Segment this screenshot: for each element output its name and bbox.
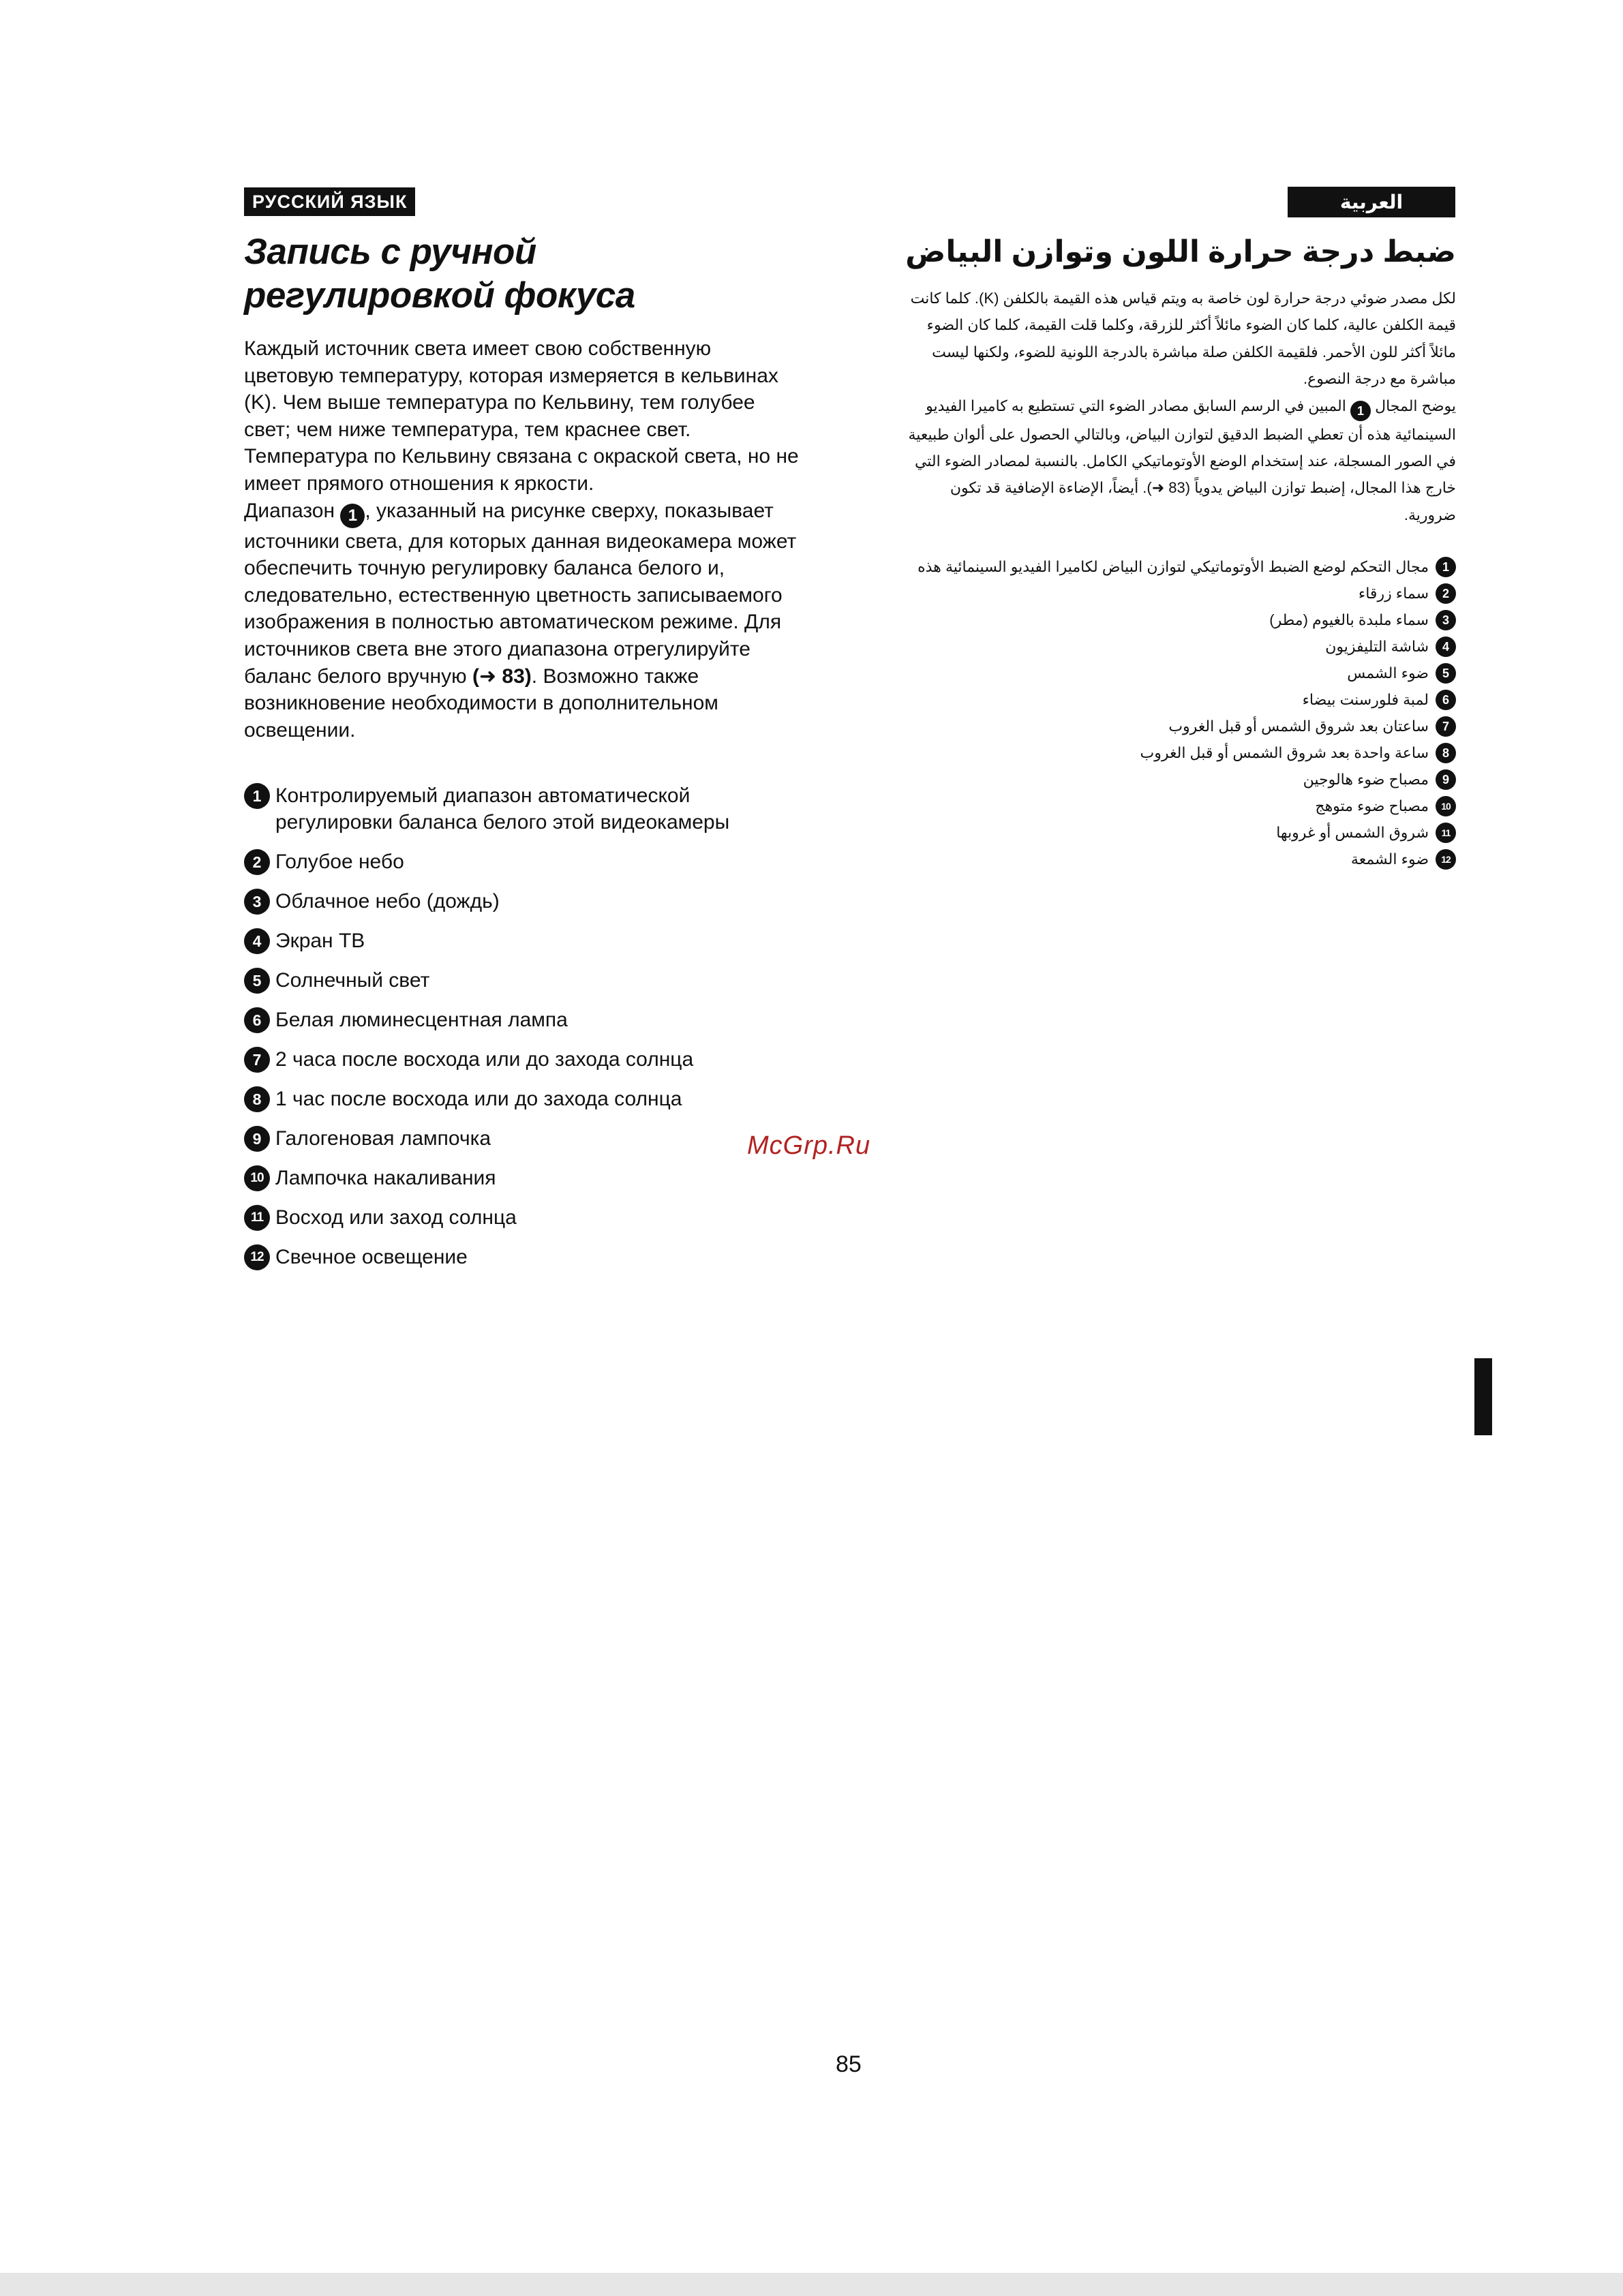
- bottom-scan-edge: [0, 2273, 1623, 2296]
- arabic-body-text: [897, 285, 1456, 528]
- list-item: [897, 580, 1456, 607]
- arabic-para2-mid: المبين في الرسم السابق مصادر الضوء التي تستطيع به كاميرا الفيديو السينمائية هذه أن تعطي الضبط الدقيق لتوازن البياض، وبالتالي الحصول على ألوان طبيعية في الصور المسجلة، عند إستخدام الوضع الأوتوماتيكي الكامل. بالنسبة لمصادر الضوء التي خارج هذا المجال، إضبط توازن البياض يدوياً: [908, 397, 1456, 497]
- list-item: [897, 739, 1456, 766]
- list-item-text: ساعتان بعد شروق الشمس أو قبل الغروب: [1168, 718, 1429, 735]
- russian-paragraph-1: Каждый источник света имеет свою собственную цветовую температуру, которая измеряется в кельвинах (K). Чем выше температура по Кельвину, тем голубее свет; чем ниже температура, тем краснее свет. Температура по Кельвину связана с окраской света, но не имеет прямого отношения к яркости.: [244, 337, 799, 495]
- arabic-language-tag: العربية: [1288, 187, 1455, 217]
- list-item-text: Свечное освещение: [275, 1246, 468, 1268]
- list-item-text: Солнечный свет: [275, 969, 430, 992]
- circled-number-5-icon: 5: [244, 968, 270, 994]
- list-item-text: ساعة واحدة بعد شروق الشمس أو قبل الغروب: [1140, 744, 1429, 761]
- list-item-text: ضوء الشمعة: [1350, 851, 1429, 868]
- arabic-paragraph-1: لكل مصدر ضوئي درجة حرارة لون خاصة به ويتم قياس هذه القيمة بالكلفن (K). كلما كانت قيمة الكلفن عالية، كلما كان الضوء مائلاً أكثر للزرقة، وكلما قلت القيمة، كلما كان الضوء مائلاً أكثر للون الأحمر. فلقيمة الكلفن صلة مباشرة بالدرجة اللونية للضوء، ولكنها ليست مباشرة مع درجة النصوع.: [910, 290, 1456, 388]
- arabic-para2-end: . أيضاً، الإضاءة الإضافية قد تكون ضرورية.: [950, 479, 1456, 523]
- list-item: [897, 766, 1456, 793]
- watermark: McGrp.Ru: [747, 1131, 871, 1160]
- list-item: [244, 1244, 803, 1270]
- list-item-text: Лампочка накаливания: [275, 1167, 496, 1189]
- list-item-text: Экран ТВ: [275, 930, 365, 952]
- russian-para2-mid: , указанный на рисунке сверху, показывает источники света, для которых данная видеокамера может обеспечить точную регулировку баланса белого и, следовательно, естественную цветность записываемого изображения в полностью автоматическом режиме. Для источников света вне этого диапазона отрегулируйте баланс белого вручную: [244, 499, 797, 688]
- list-item: [244, 1165, 803, 1191]
- circled-number-11-icon: 11: [1436, 823, 1456, 843]
- list-item-text: سماء زرقاء: [1358, 585, 1429, 602]
- list-item: [897, 846, 1456, 872]
- arabic-para2-start: يوضح المجال: [1375, 397, 1456, 414]
- russian-title-line-1: Запись с ручной: [244, 232, 536, 272]
- circled-number-1-icon: 1: [1350, 401, 1371, 421]
- list-item: [244, 1125, 803, 1152]
- list-item-text: مجال التحكم لوضع الضبط الأوتوماتيكي لتوازن البياض لكاميرا الفيديو السينمائية هذه: [917, 558, 1429, 575]
- list-item-text: سماء ملبدة بالغيوم (مطر): [1269, 611, 1429, 628]
- circled-number-1-icon: 1: [1436, 557, 1456, 577]
- page-number: 85: [836, 2051, 862, 2077]
- list-item: [897, 819, 1456, 846]
- russian-body-text: [244, 335, 803, 744]
- list-item-text: لمبة فلورسنت بيضاء: [1302, 691, 1429, 708]
- russian-page-title: [244, 230, 803, 318]
- russian-para2-end: . Возможно также возникновение необходимости в дополнительном освещении.: [244, 664, 718, 741]
- circled-number-12-icon: 12: [244, 1244, 270, 1270]
- list-item-text: Восход или заход солнца: [275, 1206, 517, 1229]
- list-item: [244, 1046, 803, 1073]
- circled-number-7-icon: 7: [1436, 716, 1456, 737]
- list-item-text: Облачное небо (дождь): [275, 890, 500, 913]
- circled-number-6-icon: 6: [1436, 690, 1456, 710]
- list-item-text: Белая люминесцентная лампа: [275, 1009, 568, 1031]
- russian-paragraph-2: [244, 498, 803, 744]
- arabic-page-reference-link[interactable]: (➜ 83): [1147, 479, 1191, 497]
- circled-number-8-icon: 8: [244, 1086, 270, 1112]
- circled-number-5-icon: 5: [1436, 663, 1456, 684]
- list-item-text: مصباح ضوء هالوجين: [1303, 771, 1429, 788]
- circled-number-10-icon: 10: [1436, 796, 1456, 816]
- page-reference-link[interactable]: (➜ 83): [472, 664, 532, 688]
- list-item-text: مصباح ضوء متوهج: [1315, 797, 1429, 814]
- list-item: [244, 888, 803, 915]
- circled-number-6-icon: 6: [244, 1007, 270, 1033]
- circled-number-9-icon: 9: [1436, 769, 1456, 790]
- list-item-text: شروق الشمس أو غروبها: [1276, 824, 1429, 841]
- circled-number-4-icon: 4: [244, 928, 270, 954]
- arabic-page-title: ضبط درجة حرارة اللون وتوازن البياض: [905, 235, 1456, 269]
- list-item-text: Голубое небо: [275, 851, 404, 873]
- circled-number-8-icon: 8: [1436, 743, 1456, 763]
- list-item-text: شاشة التليفزيون: [1325, 638, 1429, 655]
- list-item: [897, 713, 1456, 739]
- list-item-text: ضوء الشمس: [1347, 664, 1429, 682]
- circled-number-12-icon: 12: [1436, 849, 1456, 870]
- list-item: [897, 607, 1456, 633]
- list-item-text: 2 часа после восхода или до захода солнца: [275, 1048, 694, 1071]
- list-item: [897, 633, 1456, 660]
- circled-number-1-icon: 1: [244, 783, 270, 809]
- list-item: [244, 782, 803, 836]
- arabic-light-source-list: [897, 553, 1456, 872]
- list-item: [244, 967, 803, 994]
- circled-number-7-icon: 7: [244, 1047, 270, 1073]
- russian-language-tag: РУССКИЙ ЯЗЫК: [244, 187, 415, 216]
- list-item: [244, 1007, 803, 1033]
- list-item: [244, 1086, 803, 1112]
- circled-number-11-icon: 11: [244, 1205, 270, 1231]
- circled-number-10-icon: 10: [244, 1165, 270, 1191]
- circled-number-9-icon: 9: [244, 1126, 270, 1152]
- list-item: [244, 1204, 803, 1231]
- list-item-text: Галогеновая лампочка: [275, 1127, 491, 1150]
- list-item: [897, 793, 1456, 819]
- list-item: [897, 660, 1456, 686]
- list-item: [244, 848, 803, 875]
- list-item: [897, 686, 1456, 713]
- circled-number-3-icon: 3: [1436, 610, 1456, 630]
- list-item: [897, 553, 1456, 580]
- circled-number-2-icon: 2: [1436, 583, 1456, 604]
- arabic-paragraph-2: [897, 393, 1456, 529]
- russian-para2-start: Диапазон: [244, 499, 335, 522]
- circled-number-2-icon: 2: [244, 849, 270, 875]
- section-tab-marker: [1474, 1358, 1492, 1435]
- russian-title-line-2: регулировкой фокуса: [244, 275, 635, 316]
- circled-number-3-icon: 3: [244, 889, 270, 915]
- russian-light-source-list: [244, 782, 803, 1283]
- list-item-text: 1 час после восхода или до захода солнца: [275, 1088, 682, 1110]
- list-item-text: Контролируемый диапазон автоматической регулировки баланса белого этой видеокамеры: [275, 784, 730, 833]
- list-item: [244, 928, 803, 954]
- circled-number-4-icon: 4: [1436, 637, 1456, 657]
- circled-number-1-icon: 1: [340, 504, 365, 528]
